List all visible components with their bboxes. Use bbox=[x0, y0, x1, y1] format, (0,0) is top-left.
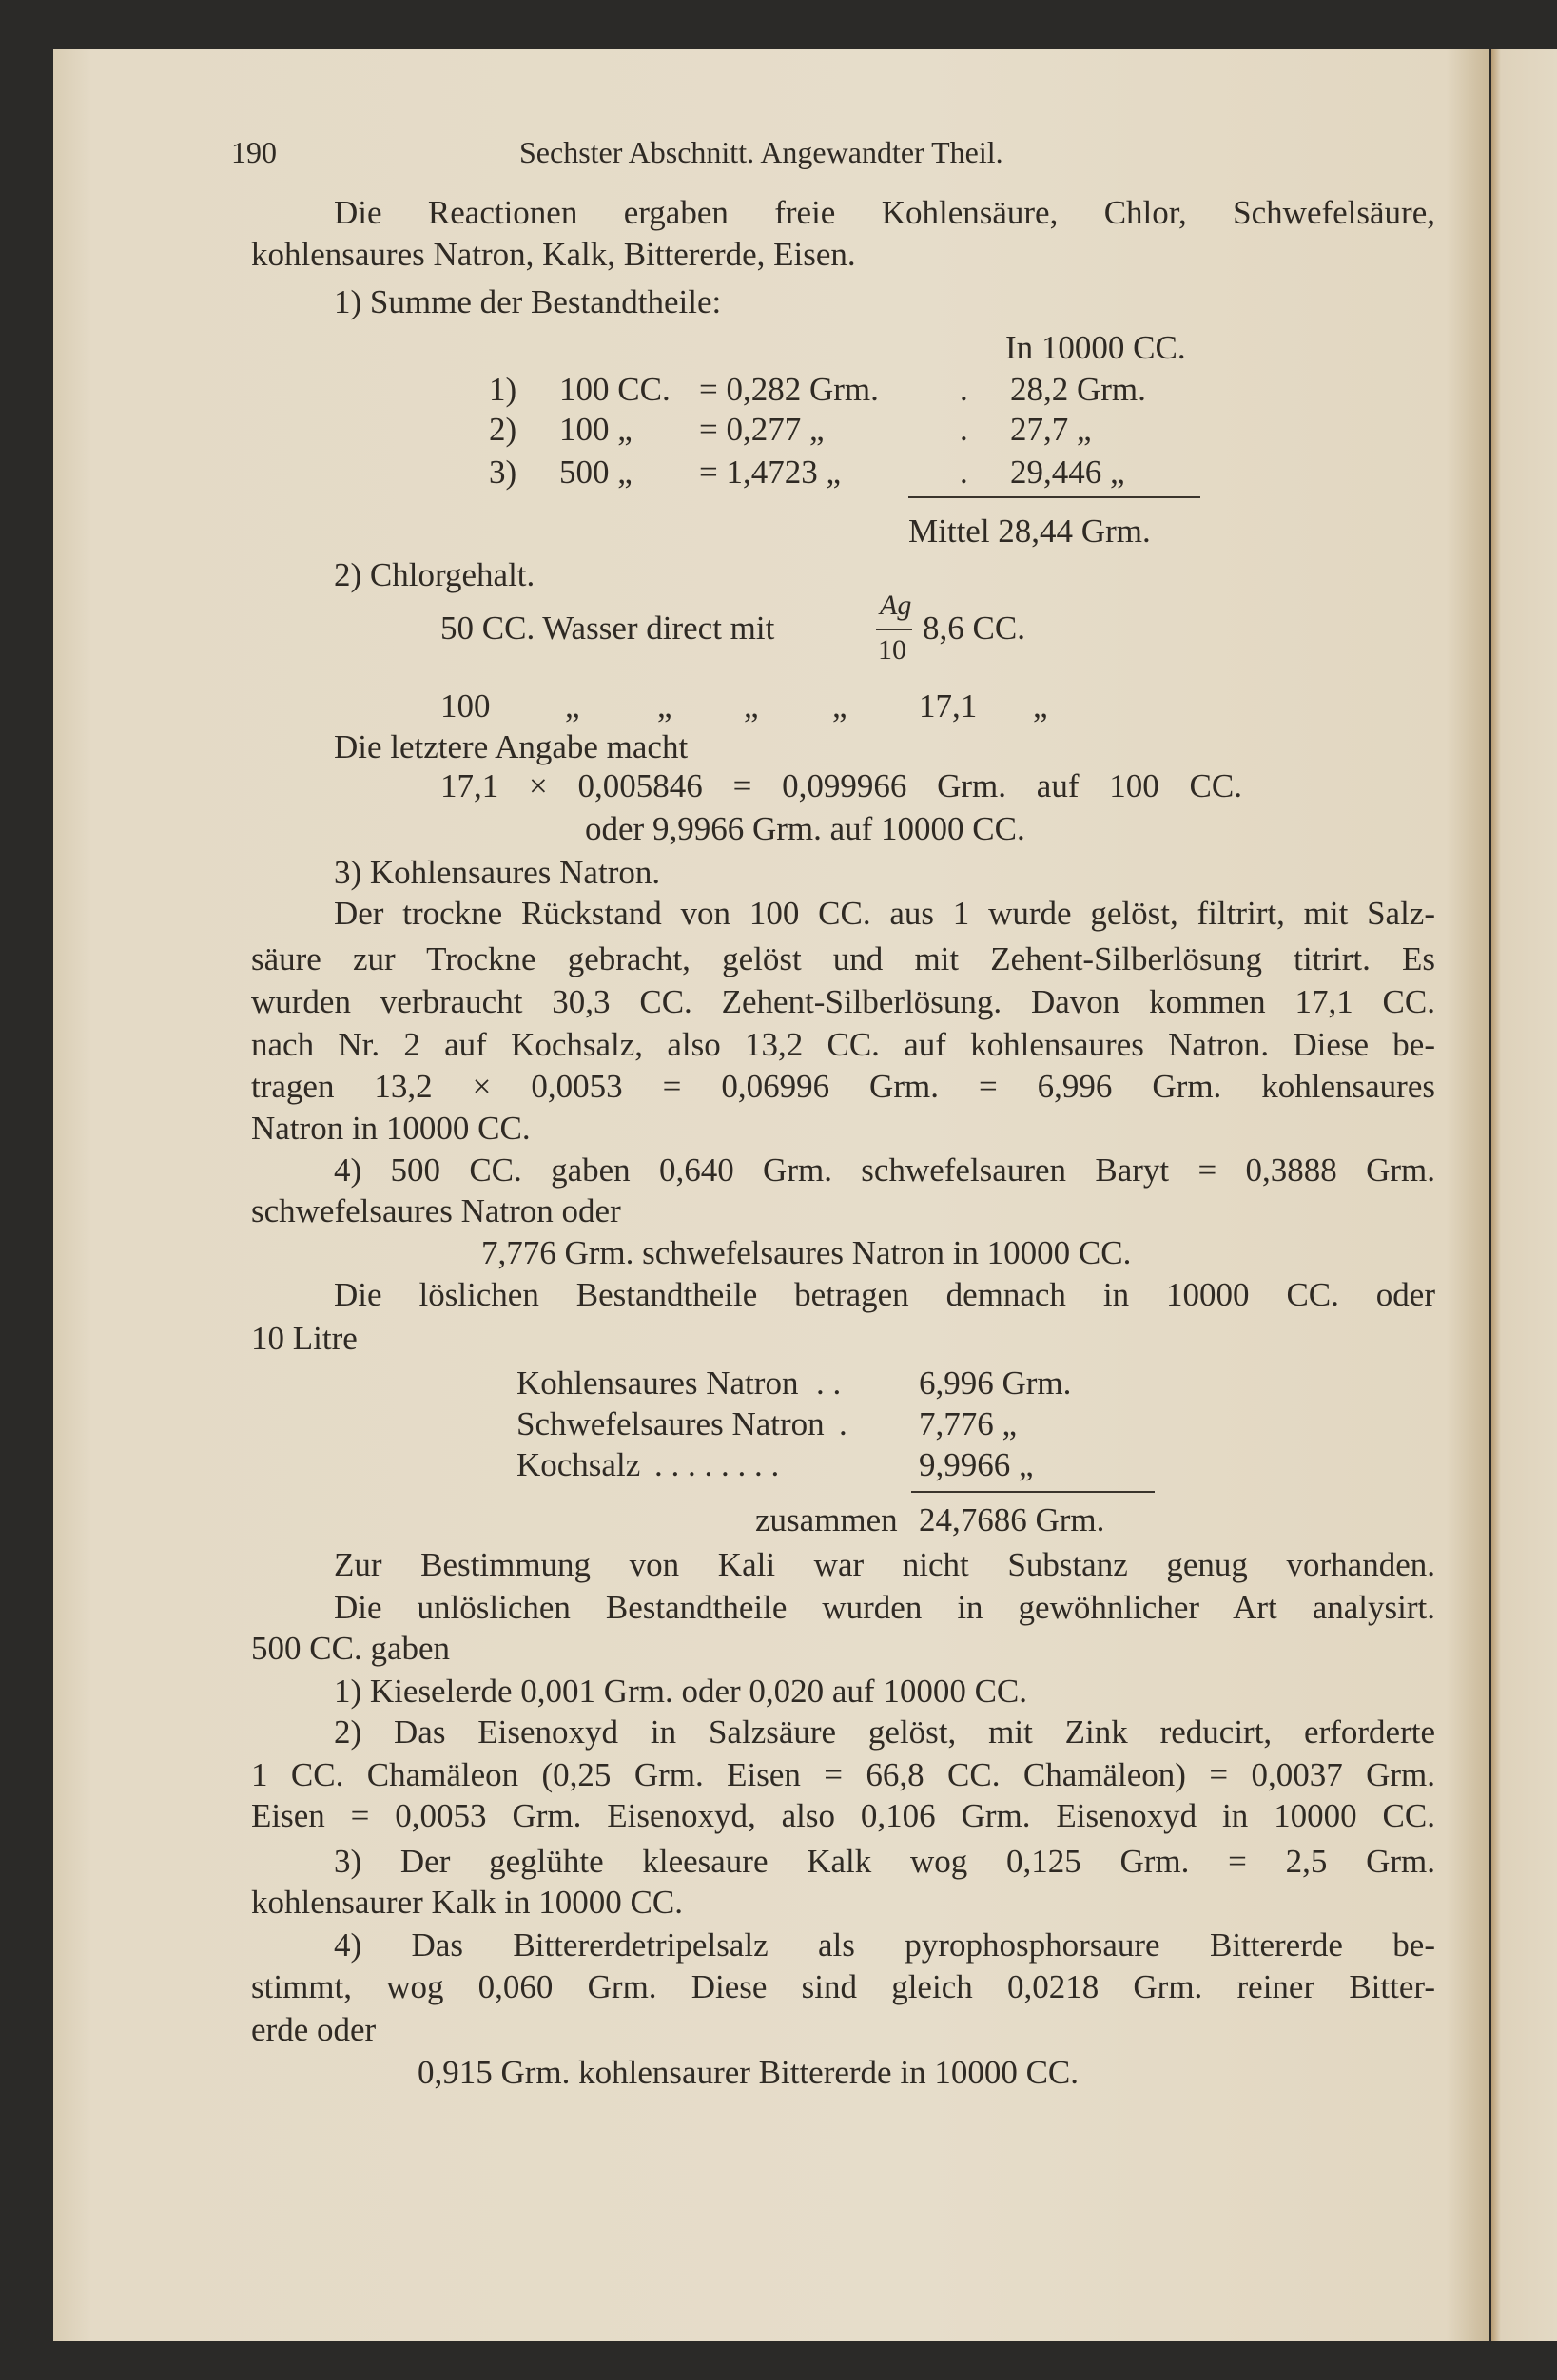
leader-dots: . . bbox=[816, 1364, 842, 1402]
section-heading: 2) Chlorgehalt. bbox=[334, 556, 535, 593]
text-line: Die löslichen Bestandtheile betragen demnach in 10000 CC. oder bbox=[334, 1276, 1435, 1313]
row-quantity: 100 „ bbox=[559, 411, 633, 448]
unit-ditto: „ bbox=[1033, 687, 1048, 725]
text-line: stimmt, wog 0,060 Grm. Diese sind gleich 0,0218 Grm. reiner Bitter- bbox=[251, 1968, 1435, 2005]
result-line: 7,776 Grm. schwefelsaures Natron in 10000 CC. bbox=[481, 1234, 1132, 1271]
row-result: 27,7 „ bbox=[1010, 411, 1092, 448]
row-equation: = 0,277 „ bbox=[699, 411, 825, 448]
component-name: Kochsalz bbox=[516, 1446, 641, 1483]
text-line: wurden verbraucht 30,3 CC. Zehent-Silberlösung. Davon kommen 17,1 CC. bbox=[251, 983, 1435, 1020]
row-result: 29,446 „ bbox=[1010, 454, 1125, 491]
row-number: 1) bbox=[489, 371, 517, 408]
component-name: Kohlensaures Natron bbox=[516, 1364, 799, 1402]
text-line: 4) Das Bittererdetripelsalz als pyrophosphorsaure Bittererde be- bbox=[334, 1926, 1435, 1964]
row-quantity: 500 „ bbox=[559, 454, 633, 491]
sum-rule bbox=[908, 496, 1200, 498]
text-line: 500 CC. gaben bbox=[251, 1630, 451, 1667]
component-value: 6,996 Grm. bbox=[919, 1364, 1072, 1402]
calculation: oder 9,9966 Grm. auf 10000 CC. bbox=[585, 810, 1025, 847]
total-label: zusammen bbox=[755, 1501, 898, 1538]
text-line: Die unlöslichen Bestandtheile wurden in gewöhnlicher Art analysirt. bbox=[334, 1589, 1435, 1626]
leader-dots: . bbox=[839, 1405, 847, 1442]
value: 17,1 bbox=[919, 687, 978, 725]
sum-rule bbox=[911, 1491, 1155, 1493]
component-name: Schwefelsaures Natron bbox=[516, 1405, 825, 1442]
value: 8,6 CC. bbox=[923, 610, 1025, 647]
leader-dot: . bbox=[960, 411, 968, 448]
text-line: 2) Das Eisenoxyd in Salzsäure gelöst, mit Zink reducirt, erforderte bbox=[334, 1713, 1435, 1751]
running-title: Sechster Abschnitt. Angewandter Theil. bbox=[519, 135, 1003, 169]
total-value: 24,7686 Grm. bbox=[919, 1501, 1105, 1538]
text-line: erde oder bbox=[251, 2011, 377, 2048]
row-number: 2) bbox=[489, 411, 517, 448]
text-line: 4) 500 CC. gaben 0,640 Grm. schwefelsauren Baryt = 0,3888 Grm. bbox=[334, 1151, 1435, 1189]
quantity: 100 bbox=[440, 687, 491, 725]
text-line: Zur Bestimmung von Kali war nicht Substanz genug vorhanden. bbox=[334, 1546, 1435, 1583]
ditto-mark: „ bbox=[744, 687, 759, 725]
section-heading: 1) Summe der Bestandtheile: bbox=[334, 283, 722, 320]
text-line: 1) Kieselerde 0,001 Grm. oder 0,020 auf 10000 CC. bbox=[334, 1673, 1028, 1710]
facing-page-edge bbox=[1491, 49, 1557, 2341]
leader-dot: . bbox=[960, 371, 968, 408]
text-line: 3) Der geglühte kleesaure Kalk wog 0,125 Grm. = 2,5 Grm. bbox=[334, 1843, 1435, 1880]
fraction-denominator: 10 bbox=[878, 634, 906, 666]
row-equation: = 1,4723 „ bbox=[699, 454, 842, 491]
text-line: Natron in 10000 CC. bbox=[251, 1110, 531, 1147]
row-number: 3) bbox=[489, 454, 517, 491]
text-line: Eisen = 0,0053 Grm. Eisenoxyd, also 0,106 Grm. Eisenoxyd in 10000 CC. bbox=[251, 1797, 1435, 1834]
text-line: tragen 13,2 × 0,0053 = 0,06996 Grm. = 6,996 Grm. kohlensaures bbox=[251, 1068, 1435, 1105]
row-result: 28,2 Grm. bbox=[1010, 371, 1146, 408]
fraction-bar bbox=[876, 629, 912, 630]
text-line: 1 CC. Chamäleon (0,25 Grm. Eisen = 66,8 CC. Chamäleon) = 0,0037 Grm. bbox=[251, 1756, 1435, 1793]
text-line: nach Nr. 2 auf Kochsalz, also 13,2 CC. auf kohlensaures Natron. Diese be- bbox=[251, 1026, 1435, 1063]
mean-value: Mittel 28,44 Grm. bbox=[908, 513, 1151, 550]
text-line: Der trockne Rückstand von 100 CC. aus 1 wurde gelöst, filtrirt, mit Salz- bbox=[334, 895, 1435, 932]
row-quantity: 100 CC. bbox=[559, 371, 671, 408]
leader-dots: . . . . . . . . bbox=[654, 1446, 780, 1483]
column-header: In 10000 CC. bbox=[1005, 329, 1186, 366]
fraction-numerator: Ag bbox=[880, 590, 912, 621]
text-line: 10 Litre bbox=[251, 1320, 358, 1357]
text-line: schwefelsaures Natron oder bbox=[251, 1192, 621, 1229]
text-line: säure zur Trockne gebracht, gelöst und mit Zehent-Silberlösung titrirt. Es bbox=[251, 940, 1435, 977]
leader-dot: . bbox=[960, 454, 968, 491]
component-value: 7,776 „ bbox=[919, 1405, 1018, 1442]
ditto-mark: „ bbox=[565, 687, 580, 725]
component-value: 9,9966 „ bbox=[919, 1446, 1034, 1483]
text-line: kohlensaures Natron, Kalk, Bittererde, Eisen. bbox=[251, 236, 856, 273]
ditto-mark: „ bbox=[832, 687, 847, 725]
section-heading: 3) Kohlensaures Natron. bbox=[334, 854, 661, 891]
ditto-mark: „ bbox=[657, 687, 672, 725]
text-line: Die letztere Angabe macht bbox=[334, 728, 689, 765]
text-line: Die Reactionen ergaben freie Kohlensäure, Chlor, Schwefelsäure, bbox=[334, 194, 1435, 231]
calculation: 17,1 × 0,005846 = 0,099966 Grm. auf 100 CC. bbox=[440, 767, 1242, 804]
page-number: 190 bbox=[231, 135, 277, 169]
text-line: kohlensaurer Kalk in 10000 CC. bbox=[251, 1884, 683, 1921]
result-line: 0,915 Grm. kohlensaurer Bittererde in 10000 CC. bbox=[418, 2054, 1080, 2091]
row-equation: = 0,282 Grm. bbox=[699, 371, 879, 408]
text-line: 50 CC. Wasser direct mit bbox=[440, 610, 775, 647]
